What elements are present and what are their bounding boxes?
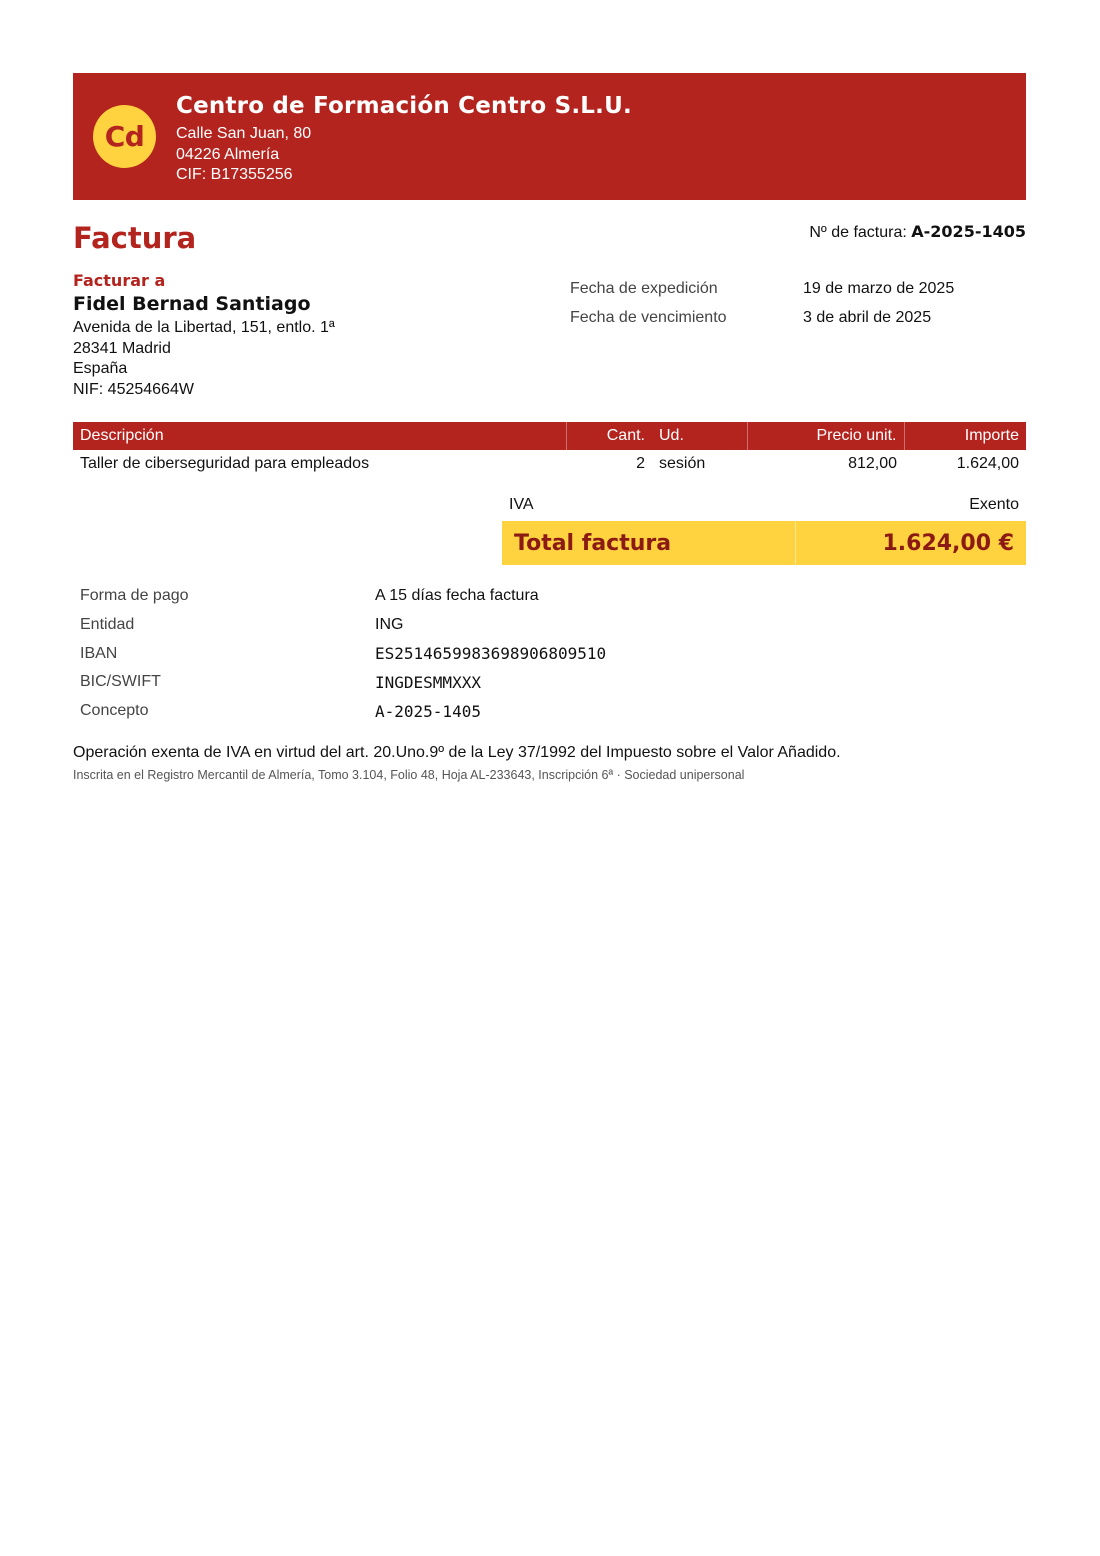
company-header-band [73,73,1026,200]
table-row [73,450,1026,478]
vat-exemption-note: Operación exenta de IVA en virtud del art. 20.Uno.9º de la Ley 37/1992 del Impuesto sobre el Valor Añadido. [73,744,841,761]
client-nif: NIF: 45254664W [73,380,194,398]
due-date-row [570,303,954,332]
total-box [502,521,1026,565]
concept-label: Concepto [80,702,149,720]
issue-date-row [570,274,954,303]
iva-label: IVA [509,496,534,513]
client-address-line2: 28341 Madrid [73,339,171,357]
bill-to-label: Facturar a [73,271,166,290]
issue-date-label: Fecha de expedición [570,279,718,297]
issue-date-value: 19 de marzo de 2025 [803,279,955,297]
concept-value: A-2025-1405 [375,701,481,721]
total-value: 1.624,00 € [882,530,1014,556]
items-header-row [73,422,1026,450]
company-cif: CIF: B17355256 [176,166,293,183]
invoice-number [809,222,1026,242]
company-name: Centro de Formación Centro S.L.U. [176,93,632,119]
col-unit-header: Ud. [652,422,747,450]
bank-label: Entidad [80,616,135,634]
item-description: Taller de ciberseguridad para empleados [80,455,370,472]
due-date-value: 3 de abril de 2025 [803,308,932,326]
bic-value: INGDESMMXXX [375,672,481,692]
bank-value: ING [375,616,404,634]
bic-row [80,668,606,697]
client-name: Fidel Bernad Santiago [73,293,311,315]
registry-footer: Inscrita en el Registro Mercantil de Almería, Tomo 3.104, Folio 48, Hoja AL-233643, Inscripción 6ª · Sociedad unipersonal [73,768,745,782]
items-table [73,422,1026,478]
invoice-dates [570,274,954,332]
col-unit-price-header: Precio unit. [747,422,904,450]
client-address-line1: Avenida de la Libertad, 151, entlo. 1ª [73,319,335,336]
payment-method-value: A 15 días fecha factura [375,587,539,605]
company-address-line2: 04226 Almería [176,145,280,163]
payment-method-row [80,582,606,611]
col-amount-header: Importe [904,422,1026,450]
concept-row [80,697,606,726]
iva-row [502,496,1026,514]
bic-label: BIC/SWIFT [80,673,161,691]
payment-method-label: Forma de pago [80,587,189,605]
iban-label: IBAN [80,644,118,662]
col-description-header: Descripción [73,422,566,450]
client-country: España [73,360,128,377]
invoice-number-label: Nº de factura: [809,224,907,241]
item-unit: sesión [659,455,706,472]
company-logo: Cd [93,105,156,168]
bank-row [80,611,606,640]
col-qty-header: Cant. [566,422,652,450]
iva-value: Exento [969,496,1019,513]
iban-row [80,639,606,668]
invoice-number-value: A-2025-1405 [911,222,1026,241]
item-qty: 2 [636,455,645,472]
total-divider [795,521,796,565]
client-block [73,293,335,400]
company-info [176,93,632,186]
due-date-label: Fecha de vencimiento [570,308,727,326]
company-address-line1: Calle San Juan, 80 [176,125,312,142]
payment-details [80,582,606,725]
item-amount: 1.624,00 [956,455,1019,472]
item-unit-price: 812,00 [848,455,897,472]
total-label: Total factura [514,530,672,556]
iban-value: ES2514659983698906809510 [375,644,607,664]
document-title: Factura [73,221,197,255]
